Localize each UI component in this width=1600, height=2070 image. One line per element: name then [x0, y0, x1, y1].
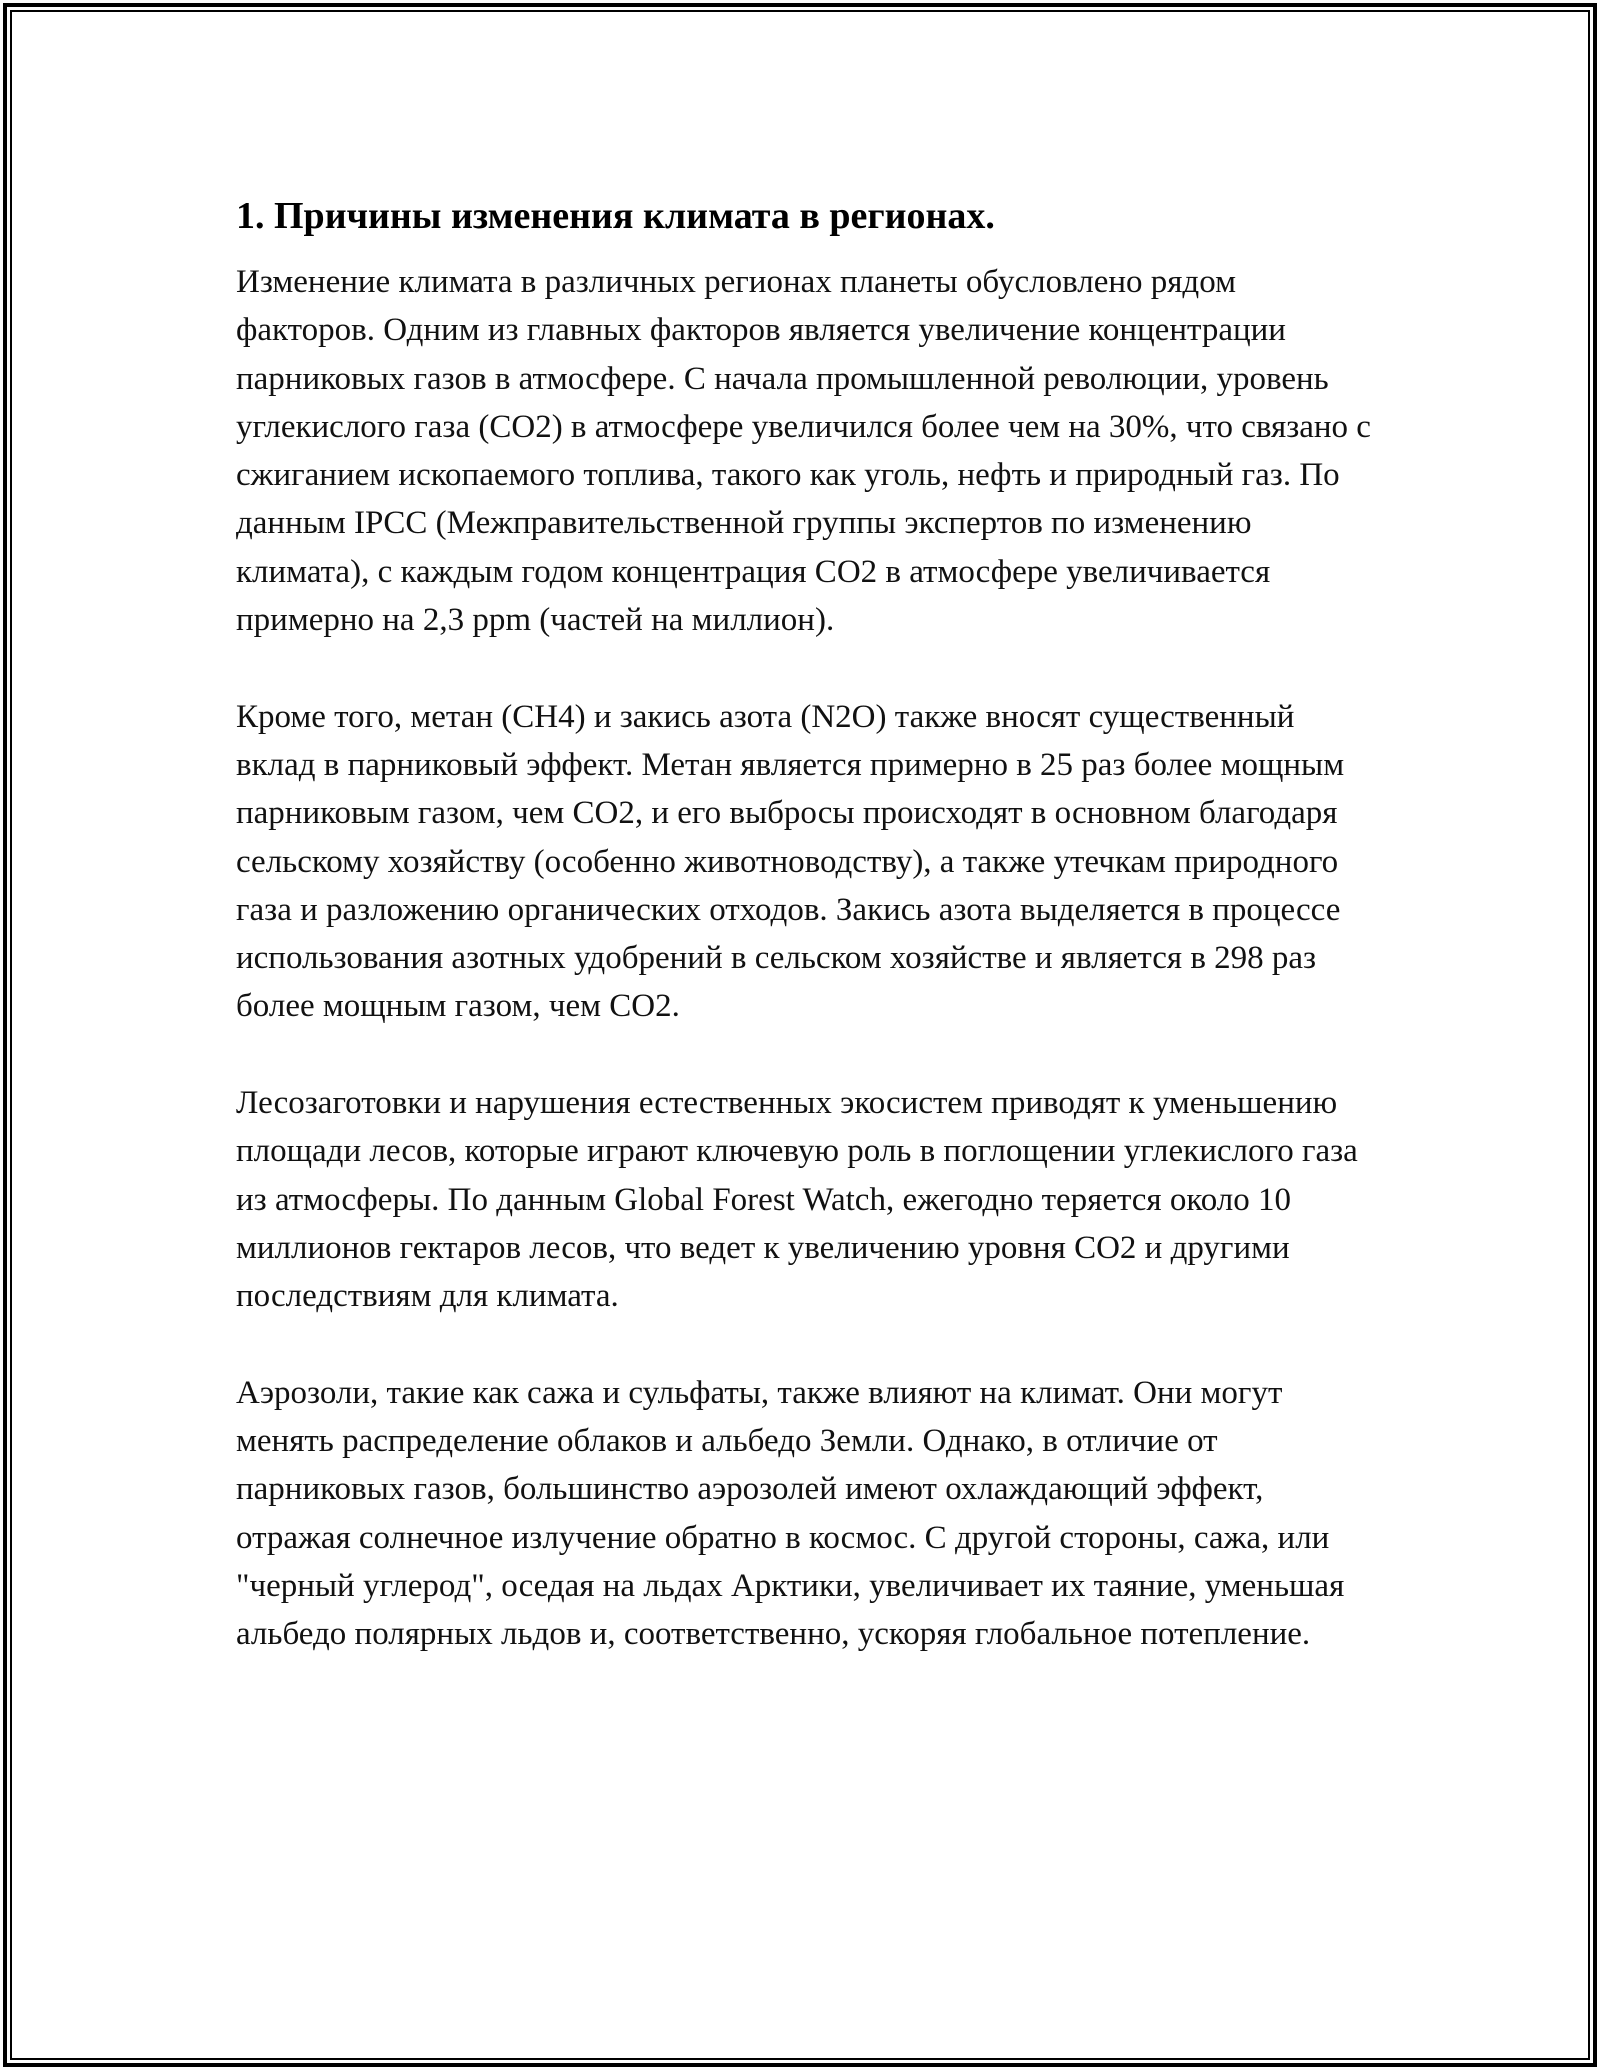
paragraph-aerosols: Аэрозоли, такие как сажа и сульфаты, также влияют на климат. Они могут менять распределение облаков и альбедо Земли. Однако, в отличие от парниковых газов, большинство аэрозолей имеют охлаждающий эффект, отражая солнечное излучение обратно в космос. С другой стороны, сажа, или "черный углерод", оседая на льдах Арктики, увеличивает их таяние, уменьшая альбедо полярных льдов и, соответственно, ускоряя глобальное потепление.: [236, 1374, 1345, 1653]
paragraph-greenhouse-co2: Изменение климата в различных регионах планеты обусловлено рядом факторов. Одним из главных факторов является увеличение концентрации парниковых газов в атмосфере. С начала промышленной революции, уровень углекислого газа (CO2) в атмосфере увеличился более чем на 30%, что связано с сжиганием ископаемого топлива, такого как уголь, нефть и природный газ. По данным IPCC (Межправительственной группы экспертов по изменению климата), с каждым годом концентрация CO2 в атмосфере увеличивается примерно на 2,3 ppm (частей на миллион).: [236, 264, 1371, 639]
paragraph-methane-nitrous-oxide: Кроме того, метан (CH4) и закись азота (N2O) также вносят существенный вклад в парниковый эффект. Метан является примерно в 25 раз более мощным парниковым газом, чем CO2, и его выбросы происходят в основном благодаря сельскому хозяйству (особенно животноводству), а также утечкам природного газа и разложению органических отходов. Закись азота выделяется в процессе использования азотных удобрений в сельском хозяйстве и является в 298 раз более мощным газом, чем CO2.: [236, 698, 1345, 1025]
section-heading: 1. Причины изменения климата в регионах.: [236, 195, 995, 237]
paragraph-deforestation: Лесозаготовки и нарушения естественных экосистем приводят к уменьшению площади лесов, которые играют ключевую роль в поглощении углекислого газа из атмосферы. По данным Global Forest Watch, ежегодно теряется около 10 миллионов гектаров лесов, что ведет к увеличению уровня CO2 и другими последствиям для климата.: [236, 1085, 1358, 1315]
document-page: [236, 188, 1376, 1707]
